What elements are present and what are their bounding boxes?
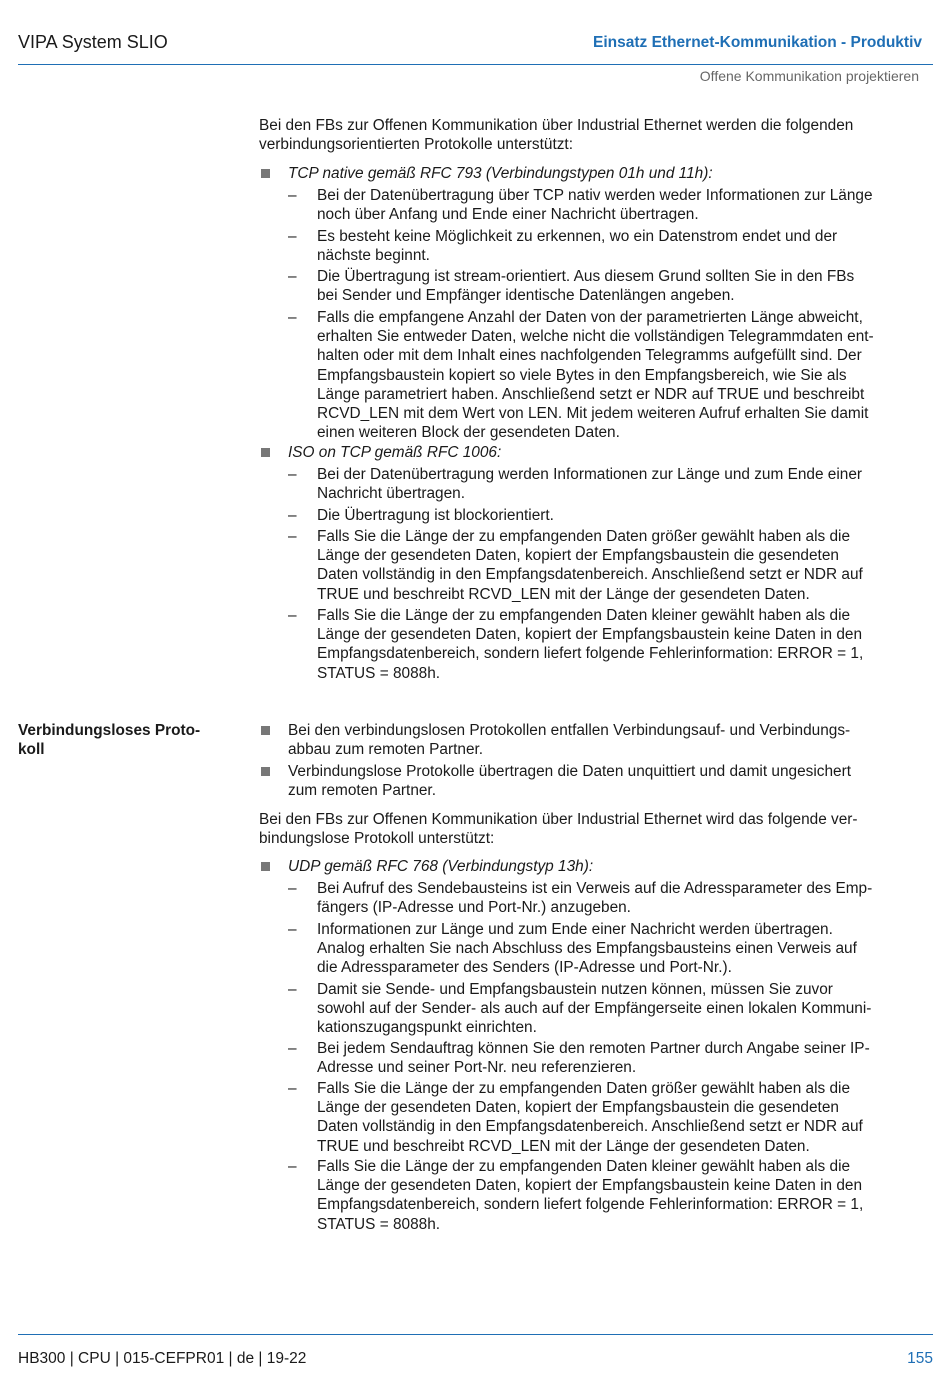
square-bullet-icon: [261, 726, 270, 735]
header-section-title: Offene Kommunikation projektieren: [699, 68, 919, 84]
dash-icon: –: [288, 528, 297, 545]
dash-icon: –: [288, 1040, 297, 1057]
square-bullet-icon: [261, 448, 270, 457]
square-bullet-icon: [261, 862, 270, 871]
dash-icon: –: [288, 880, 297, 897]
connectionless-paragraph: Bei den FBs zur Offenen Kommunikation über Industrial Ethernet wird das folgende ver- bindungslose Protokoll unterstützt:: [259, 811, 858, 848]
dash-icon: –: [288, 228, 297, 245]
header-divider: [18, 64, 933, 65]
footer-document-reference: HB300 | CPU | 015-CEFPR01 | de | 19-22: [18, 1350, 307, 1367]
dash-icon: –: [288, 1158, 297, 1175]
footer-divider: [18, 1334, 933, 1335]
intro-paragraph: Bei den FBs zur Offenen Kommunikation über Industrial Ethernet werden die folgenden verbindungsorientierten Protokolle unterstützt:: [259, 117, 854, 154]
dash-icon: –: [288, 1080, 297, 1097]
dash-icon: –: [288, 607, 297, 624]
square-bullet-icon: [261, 767, 270, 776]
dash-icon: –: [288, 309, 297, 326]
footer-page-number: 155: [907, 1350, 933, 1367]
section-heading-connectionless: Verbindungsloses Proto- koll: [18, 722, 201, 759]
dash-icon: –: [288, 187, 297, 204]
header-product-title: VIPA System SLIO: [18, 32, 168, 52]
dash-icon: –: [288, 466, 297, 483]
dash-icon: –: [288, 507, 297, 524]
dash-icon: –: [288, 268, 297, 285]
dash-icon: –: [288, 981, 297, 998]
square-bullet-icon: [261, 169, 270, 178]
header-chapter-title: Einsatz Ethernet-Kommunikation - Produktiv: [593, 34, 922, 51]
dash-icon: –: [288, 921, 297, 938]
